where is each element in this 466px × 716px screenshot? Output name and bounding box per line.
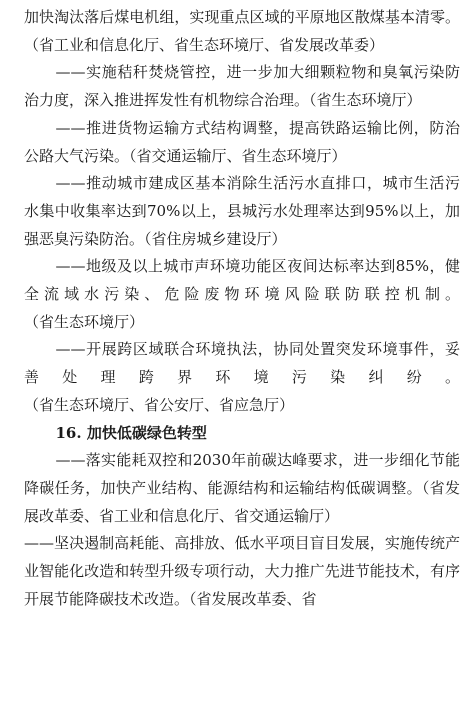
paragraph-joint-enforcement: [24, 336, 460, 419]
paragraph-text: ——开展跨区域联合环境执法，协同处置突发环境事件，妥善处理跨界环境污染纠纷。: [24, 340, 460, 387]
section-heading: 16. 加快低碳绿色转型: [55, 423, 207, 442]
paragraph-text: ——推动城市建成区基本消除生活污水直排口，城市生活污水集中收集率达到70%以上，县城污水处理率达到95%以上，加强恶臭污染防治。: [24, 174, 460, 248]
paragraph-text: ——实施秸秆焚烧管控，进一步加大细颗粒物和臭氧污染防治力度，深入推进挥发性有机物综合治理。: [24, 63, 460, 110]
responsible-departments: （省工业和信息化厅、省生态环境厅、省发展改革委）: [24, 35, 385, 54]
paragraph-text: ——落实能耗双控和2030年前碳达峰要求，进一步细化节能降碳任务，加快产业结构、能源结构和运输结构低碳调整。: [24, 451, 460, 497]
responsible-departments: （省住房城乡建设厅）: [144, 229, 287, 248]
paragraph-straw-burning: [24, 59, 460, 114]
paragraph-text: ——坚决遏制高耗能、高排放、低水平项目盲目发展，实施传统产业智能化改造和转型升级专项行动，大力推广先进节能技术，有序开展节能降碳技术改造。: [24, 534, 460, 608]
paragraph-text: 加快淘汰落后煤电机组，实现重点区域的平原地区散煤基本清零。: [24, 8, 460, 26]
responsible-departments: （省发展改革委、省工业和信息化厅、省交通运输厅）: [24, 478, 460, 525]
responsible-departments: （省生态环境厅）: [24, 312, 145, 331]
responsible-departments: （省交通运输厅、省生态环境厅）: [129, 146, 347, 165]
paragraph-urban-sewage: [24, 170, 460, 253]
responsible-departments: （省发展改革委、省: [189, 589, 317, 608]
responsible-departments: （省生态环境厅）: [309, 91, 422, 110]
paragraph-carbon-peak: [24, 447, 460, 530]
paragraph-text: ——地级及以上城市声环境功能区夜间达标率达到85%，健全流域水污染、危险废物环境风险联防联控机制。: [24, 257, 460, 304]
paragraph-noise-environment: [24, 253, 460, 336]
paragraph-freight-transport: [24, 115, 460, 170]
responsible-departments: （省生态环境厅、省公安厅、省应急厅）: [24, 395, 295, 414]
paragraph-high-energy-projects: [24, 530, 460, 613]
paragraph-coal-power: [24, 4, 460, 59]
paragraph-text: ——推进货物运输方式结构调整，提高铁路运输比例，防治公路大气污染。: [24, 118, 460, 165]
